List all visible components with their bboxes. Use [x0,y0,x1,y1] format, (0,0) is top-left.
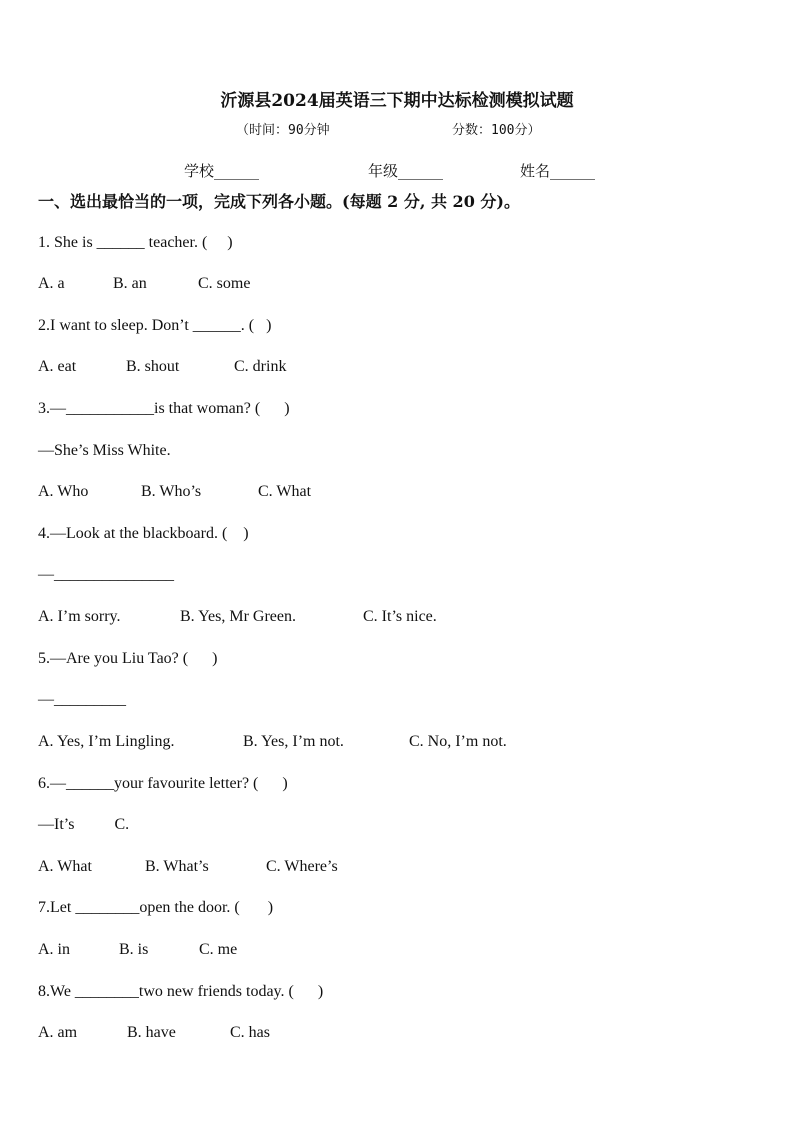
question-stem: 1. She is ______ teacher. ( ) [38,234,233,251]
option-c: C. some [198,275,251,292]
option-b: B. is [119,941,149,958]
question-stem: 4.—Look at the blackboard. ( ) [38,525,249,542]
option-c: C. What [258,483,312,500]
option-b: B. Who’s [141,483,202,500]
option-c: C. drink [234,358,287,375]
option-c: C. It’s nice. [363,608,437,625]
exam-score: 分数：100分） [452,123,541,138]
option-b: B. Yes, Mr Green. [180,608,296,625]
question-stem: 2.I want to sleep. Don’t ______. ( ) [38,317,272,334]
name-field: 姓名______ [520,162,596,180]
option-a: A. am [38,1024,78,1041]
option-c: C. me [199,941,238,958]
option-a: A. Who [38,483,89,500]
answer-line: —_______________ [38,566,174,583]
option-b: B. Yes, I’m not. [243,733,344,750]
answer-line: —It’s C. [38,816,130,833]
option-a: A. a [38,275,65,292]
option-c: C. has [230,1024,270,1041]
option-a: A. in [38,941,70,958]
school-field: 学校______ [184,162,260,180]
question-stem: 7.Let ________open the door. ( ) [38,899,274,916]
answer-line: —She’s Miss White. [38,442,171,459]
option-a: A. eat [38,358,77,375]
question-stem: 6.—______your favourite letter? ( ) [38,775,288,792]
option-b: B. an [113,275,147,292]
question-stem: 8.We ________two new friends today. ( ) [38,983,324,1000]
grade-field: 年级______ [368,162,444,180]
section-heading: 一、选出最恰当的一项，完成下列各小题。(每题 2 分, 共 20 分)。 [38,192,520,211]
exam-time: （时间：90分钟 [236,123,330,138]
option-b: B. shout [126,358,180,375]
page-title: 沂源县2024届英语三下期中达标检测模拟试题 [220,91,574,111]
option-c: C. No, I’m not. [409,733,507,750]
option-a: A. I’m sorry. [38,608,121,625]
option-b: B. have [127,1024,176,1041]
question-stem: 3.—___________is that woman? ( ) [38,400,290,417]
answer-line: —_________ [38,691,126,708]
option-a: A. What [38,858,92,875]
option-b: B. What’s [145,858,209,875]
option-a: A. Yes, I’m Lingling. [38,733,175,750]
question-stem: 5.—Are you Liu Tao? ( ) [38,650,218,667]
option-c: C. Where’s [266,858,338,875]
